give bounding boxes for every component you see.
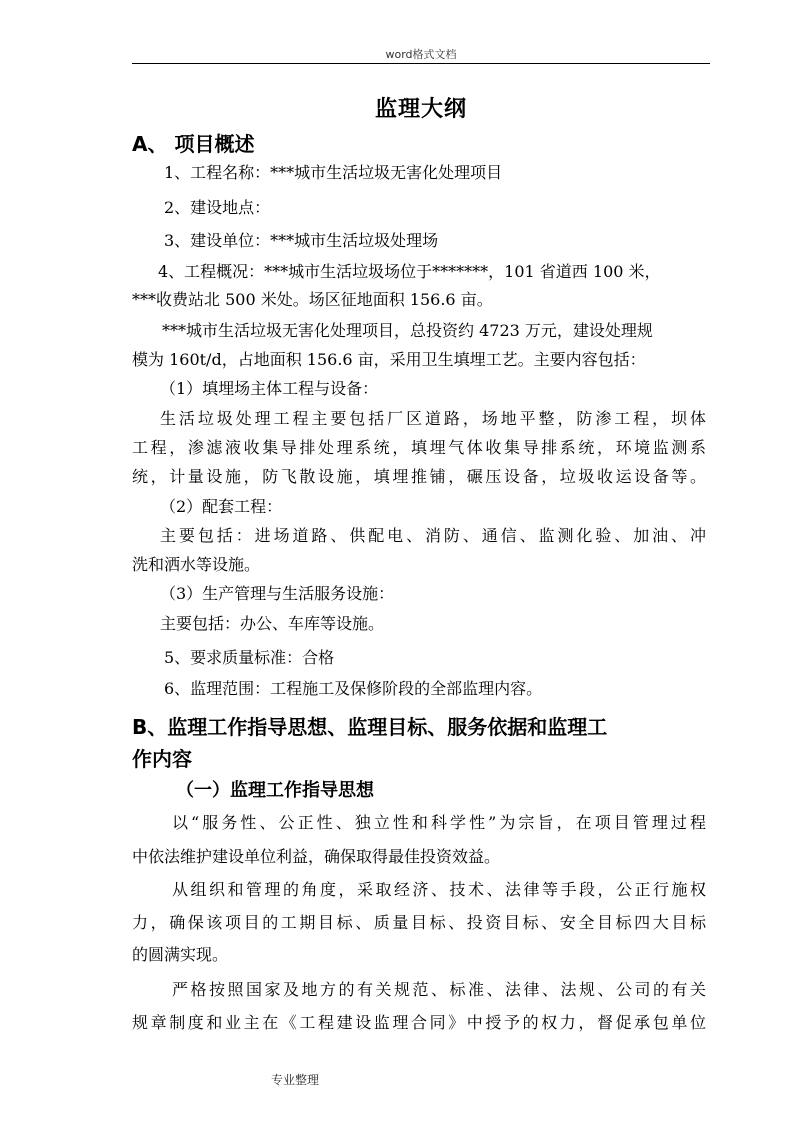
header-divider <box>132 63 710 64</box>
supporting-works-title: （2）配套工程： <box>160 497 283 516</box>
project-summary-line-1: ***城市生活垃圾无害化处理项目，总投资约 4723 万元，建设处理规 <box>162 321 653 340</box>
document-title: 监理大纲 <box>374 97 467 122</box>
section-b-heading-line-2: 作内容 <box>132 747 192 771</box>
guiding-principles-heading: （一）监理工作指导思想 <box>176 780 374 801</box>
page-header: word格式文档 <box>385 48 457 61</box>
main-works-title: （1）填埋场主体工程与设备： <box>160 379 379 398</box>
project-overview-line-2: ***收费站北 500 米处。场区征地面积 156.6 亩。 <box>132 290 493 309</box>
principles-paragraph-2-line-3: 的圆满实现。 <box>132 945 229 964</box>
main-works-line-1: 生活垃圾处理工程主要包括厂区道路，场地平整，防渗工程，坝体 <box>160 409 706 428</box>
principles-paragraph-2-line-2: 力，确保该项目的工期目标、质量目标、投资目标、安全目标四大目标 <box>132 913 706 932</box>
project-location-item: 2、建设地点： <box>164 198 271 217</box>
page-footer: 专业整理 <box>271 1073 320 1087</box>
principles-paragraph-1-line-2: 中依法维护建设单位利益，确保取得最佳投资效益。 <box>132 847 501 866</box>
main-works-line-3: 统，计量设施，防飞散设施，填埋推铺，碾压设备，垃圾收运设备等。 <box>132 467 706 486</box>
supervision-scope-item: 6、监理范围：工程施工及保修阶段的全部监理内容。 <box>164 679 543 698</box>
facilities-title: （3）生产管理与生活服务设施： <box>160 584 395 603</box>
project-owner-item: 3、建设单位：***城市生活垃圾处理场 <box>164 231 439 250</box>
project-summary-line-2: 模为 160t/d，占地面积 156.6 亩，采用卫生填埋工艺。主要内容包括： <box>132 350 646 369</box>
principles-paragraph-2-line-1: 从组织和管理的角度，采取经济、技术、法律等手段，公正行施权 <box>172 880 706 899</box>
quality-standard-item: 5、要求质量标准：合格 <box>164 648 335 667</box>
facilities-line-1: 主要包括：办公、车库等设施。 <box>160 614 385 633</box>
project-name-item: 1、工程名称：***城市生活垃圾无害化处理项目 <box>164 163 503 182</box>
section-b-heading-line-1: B、监理工作指导思想、监理目标、服务依据和监理工 <box>132 715 608 739</box>
supporting-works-line-1: 主要包括：进场道路、供配电、消防、通信、监测化验、加油、冲 <box>160 526 706 545</box>
principles-paragraph-3-line-1: 严格按照国家及地方的有关规范、标准、法律、法规、公司的有关 <box>172 980 706 999</box>
principles-paragraph-1-line-1: 以“服务性、公正性、独立性和科学性”为宗旨，在项目管理过程 <box>172 813 706 832</box>
project-overview-line-1: 4、工程概况：***城市生活垃圾场位于*******，101 省道西 100 米， <box>158 262 661 281</box>
principles-paragraph-3-line-2: 规章制度和业主在《工程建设监理合同》中授予的权力，督促承包单位 <box>132 1013 706 1032</box>
main-works-line-2: 工程，渗滤液收集导排处理系统，填埋气体收集导排系统，环境监测系 <box>132 438 706 457</box>
section-a-heading: A、 项目概述 <box>132 132 255 156</box>
supporting-works-line-2: 洗和洒水等设施。 <box>132 555 261 574</box>
